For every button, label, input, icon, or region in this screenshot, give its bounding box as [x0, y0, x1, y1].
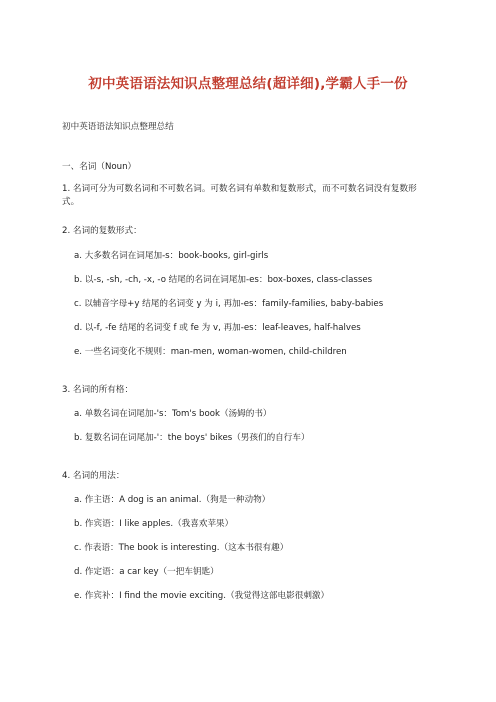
point-4-item-a: a. 作主语：A dog is an animal.（狗是一种动物）	[74, 495, 271, 505]
point-3-heading: 3. 名词的所有格：	[62, 385, 134, 395]
document-title: 初中英语语法知识点整理总结(超详细),学霸人手一份	[88, 76, 408, 92]
point-4-item-c: c. 作表语：The book is interesting.（这本书很有趣）	[74, 543, 289, 553]
point-2-item-b: b. 以-s, -sh, -ch, -x, -o 结尾的名词在词尾加-es：box-boxes, class-classes	[74, 275, 373, 285]
point-3-item-a: a. 单数名词在词尾加-'s：Tom's book（汤姆的书）	[74, 409, 272, 419]
point-3-item-b: b. 复数名词在词尾加-'：the boys' bikes（男孩们的自行车）	[74, 433, 310, 443]
point-2-item-e: e. 一些名词变化不规则：man-men, woman-women, child-children	[74, 347, 347, 357]
point-2-item-d: d. 以-f, -fe 结尾的名词变 f 或 fe 为 v, 再加-es：leaf-leaves, half-halves	[74, 323, 361, 333]
document-subtitle: 初中英语语法知识点整理总结	[62, 122, 174, 132]
point-2-heading: 2. 名词的复数形式：	[62, 226, 142, 236]
point-4-heading: 4. 名词的用法：	[62, 471, 125, 481]
point-2-item-a: a. 大多数名词在词尾加-s：book-books, girl-girls	[74, 251, 269, 261]
point-4-item-b: b. 作宾语：I like apples.（我喜欢苹果）	[74, 519, 234, 529]
point-4-item-e: e. 作宾补：I find the movie exciting.（我觉得这部电影很刺激）	[74, 591, 330, 601]
point-4-item-d: d. 作定语：a car key（一把车钥匙）	[74, 567, 219, 577]
point-1-text: 1. 名词可分为可数名词和不可数名词。可数名词有单数和复数形式，而不可数名词没有复数形式。	[62, 184, 417, 207]
point-2-item-c: c. 以辅音字母+y 结尾的名词变 y 为 i, 再加-es：family-families, baby-babies	[74, 299, 384, 309]
section-heading-noun: 一、名词（Noun）	[62, 162, 137, 172]
